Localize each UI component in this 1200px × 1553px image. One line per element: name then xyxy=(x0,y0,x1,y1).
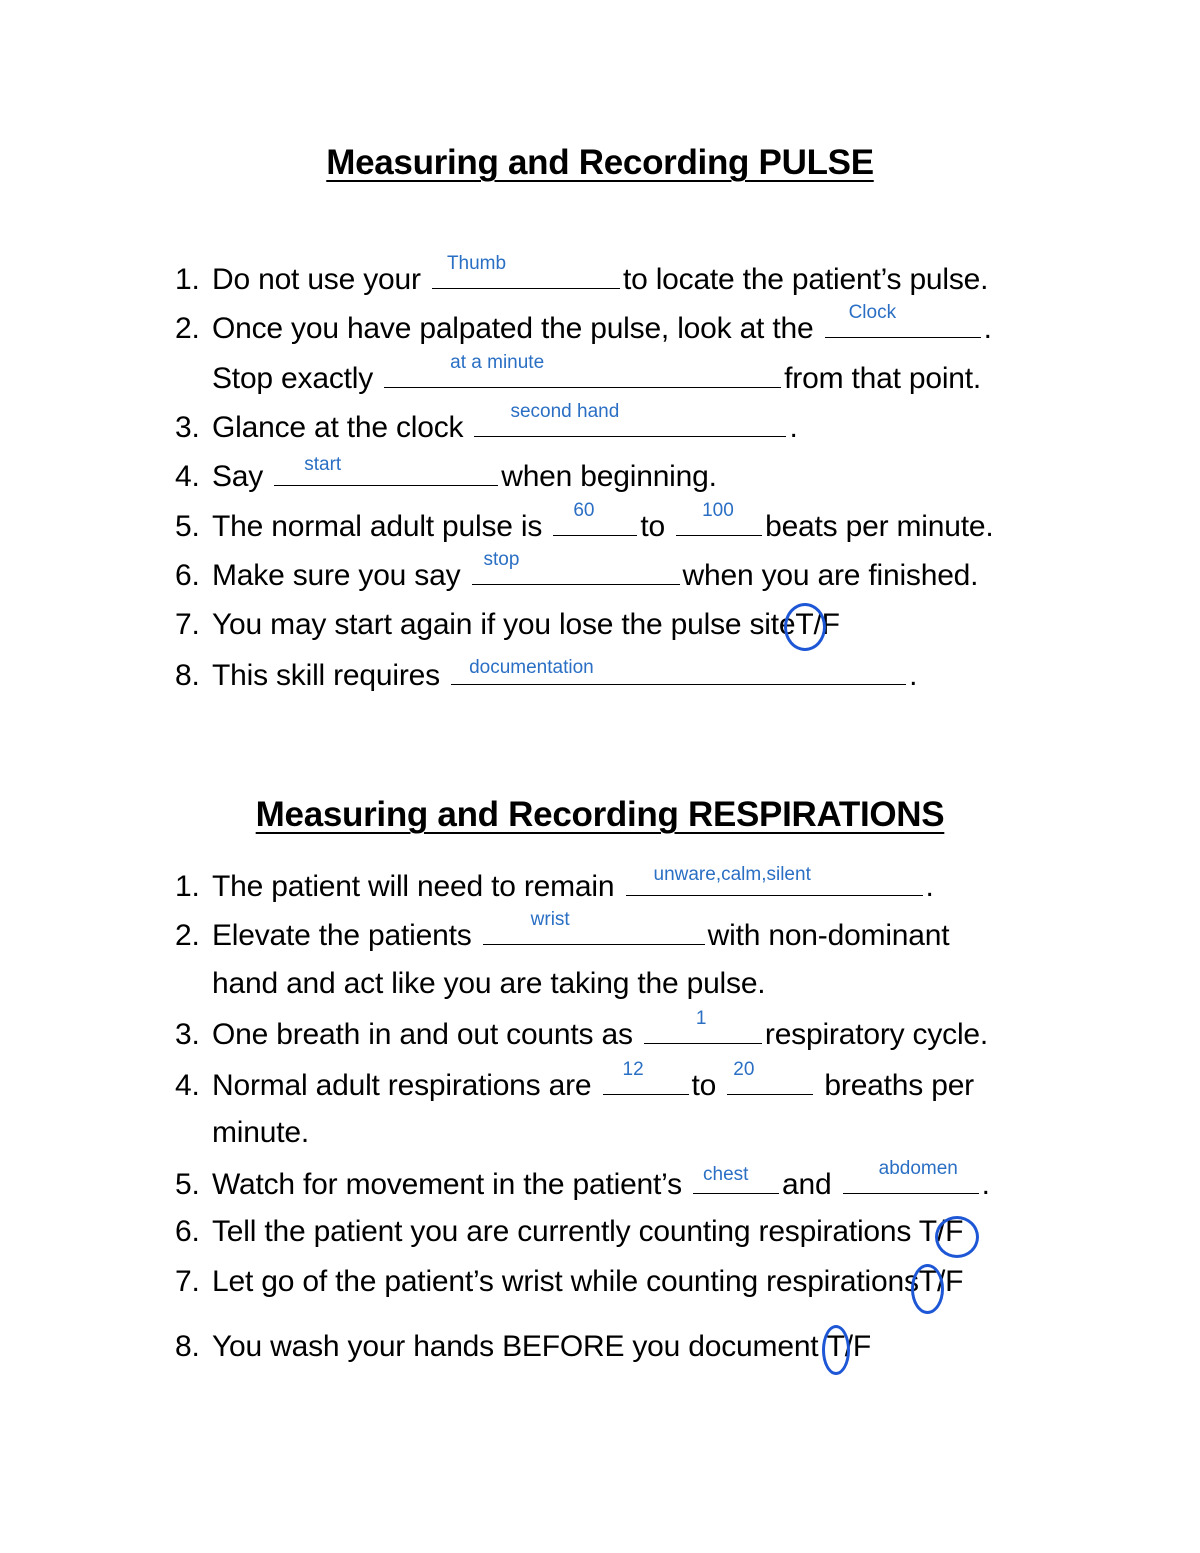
question-text-mid: to xyxy=(691,1069,725,1102)
handwritten-answer: 12 xyxy=(622,1059,644,1080)
answer-blank-max[interactable] xyxy=(727,1059,813,1095)
question-text-end: from that point. xyxy=(784,362,982,395)
question-number: 2. xyxy=(175,919,200,952)
resp-question-2 xyxy=(175,909,950,954)
handwritten-answer: 20 xyxy=(733,1059,755,1080)
pulse-question-2-continued xyxy=(175,352,982,397)
pulse-section-title: Measuring and Recording PULSE xyxy=(326,143,874,182)
true-option[interactable]: T xyxy=(795,605,813,645)
handwritten-answer: Thumb xyxy=(446,253,507,274)
question-text: Once you have palpated the pulse, look at the xyxy=(212,312,822,345)
answer-blank[interactable] xyxy=(474,401,786,437)
question-number: 4. xyxy=(175,1069,200,1102)
resp-question-3 xyxy=(175,1008,989,1053)
question-number: 7. xyxy=(175,608,200,641)
question-number: 2. xyxy=(175,312,200,345)
answer-blank[interactable] xyxy=(451,654,906,685)
true-option[interactable]: T xyxy=(918,1215,937,1248)
question-text-end: to locate the patient’s pulse. xyxy=(622,263,989,296)
question-text: Glance at the clock xyxy=(212,411,472,444)
question-text: One breath in and out counts as xyxy=(212,1018,641,1051)
answer-blank[interactable] xyxy=(626,865,923,896)
question-number: 7. xyxy=(175,1265,200,1298)
pulse-question-6 xyxy=(175,549,979,594)
question-text-end: . xyxy=(983,312,992,345)
resp-question-4-continued xyxy=(175,1113,309,1153)
question-number: 6. xyxy=(175,1215,200,1248)
answer-blank-chest[interactable] xyxy=(693,1163,779,1194)
question-text: Tell the patient you are currently counting respirations xyxy=(212,1215,919,1248)
handwritten-answer: wrist xyxy=(530,909,570,930)
question-text: This skill requires xyxy=(212,659,449,692)
respirations-section-title: Measuring and Recording RESPIRATIONS xyxy=(255,795,945,834)
question-text: Do not use your xyxy=(212,263,429,296)
answer-blank[interactable] xyxy=(472,549,680,585)
answer-blank[interactable] xyxy=(274,455,498,486)
question-number: 3. xyxy=(175,1018,200,1051)
answer-blank[interactable] xyxy=(483,909,705,945)
question-text-end: . xyxy=(925,870,934,903)
answer-blank[interactable] xyxy=(384,352,781,388)
question-text: Normal adult respirations are xyxy=(212,1069,600,1102)
resp-question-5 xyxy=(175,1158,990,1203)
handwritten-answer: unware,calm,silent xyxy=(653,864,811,885)
question-text: hand and act like you are taking the pulse. xyxy=(212,967,766,1000)
answer-blank[interactable] xyxy=(432,253,620,289)
answer-blank-min[interactable] xyxy=(553,500,637,536)
question-text: minute. xyxy=(212,1116,309,1149)
question-text: The patient will need to remain xyxy=(212,870,623,903)
handwritten-answer: Clock xyxy=(848,302,897,323)
answer-blank[interactable] xyxy=(825,302,981,338)
answer-blank-max[interactable] xyxy=(676,500,762,536)
question-text-end: respiratory cycle. xyxy=(764,1018,989,1051)
true-false-separator: / xyxy=(936,1215,946,1248)
answer-blank[interactable] xyxy=(644,1008,762,1044)
question-number: 8. xyxy=(175,659,200,692)
true-false-separator: / xyxy=(844,1330,853,1363)
resp-question-8 xyxy=(175,1327,871,1367)
question-text: Let go of the patient’s wrist while counting respirations xyxy=(212,1265,919,1298)
handwritten-answer: start xyxy=(304,454,342,475)
question-text-mid: and xyxy=(782,1168,840,1201)
handwritten-answer: chest xyxy=(703,1164,749,1185)
question-text-end: . xyxy=(789,411,798,444)
question-text-end: . xyxy=(981,1168,990,1201)
handwritten-answer: 1 xyxy=(695,1008,707,1029)
pulse-question-3 xyxy=(175,401,798,446)
pulse-question-8 xyxy=(175,654,917,694)
answer-circle-mark xyxy=(784,603,826,651)
question-text-end: when you are finished. xyxy=(682,559,979,592)
false-option[interactable]: F xyxy=(852,1330,871,1363)
handwritten-answer: at a minute xyxy=(450,352,545,373)
false-option[interactable]: F xyxy=(821,608,840,641)
handwritten-answer: 60 xyxy=(573,500,595,521)
pulse-question-7 xyxy=(175,605,840,645)
answer-circle-mark xyxy=(935,1216,979,1258)
question-text: Watch for movement in the patient’s xyxy=(212,1168,691,1201)
resp-question-2-continued xyxy=(175,964,765,1004)
handwritten-answer: second hand xyxy=(510,401,620,422)
pulse-question-4 xyxy=(175,455,717,495)
true-option[interactable]: T xyxy=(827,1327,845,1367)
question-text-mid: to xyxy=(640,510,674,543)
question-text-end: with non-dominant xyxy=(707,919,950,952)
resp-question-6 xyxy=(175,1212,963,1252)
pulse-question-5 xyxy=(175,500,994,545)
pulse-question-1 xyxy=(175,253,989,298)
resp-question-4 xyxy=(175,1059,974,1104)
true-false-separator: / xyxy=(813,608,822,641)
answer-blank-min[interactable] xyxy=(603,1059,689,1095)
question-text: Say xyxy=(212,460,272,493)
question-number: 5. xyxy=(175,1168,200,1201)
handwritten-answer: abdomen xyxy=(878,1158,958,1179)
false-option[interactable]: F xyxy=(945,1265,964,1298)
pulse-question-2 xyxy=(175,302,992,347)
question-number: 3. xyxy=(175,411,200,444)
resp-question-1 xyxy=(175,865,934,905)
question-number: 5. xyxy=(175,510,200,543)
question-text-end: beats per minute. xyxy=(765,510,994,543)
question-text-end: breaths per xyxy=(816,1069,974,1102)
question-text-end: . xyxy=(909,659,918,692)
question-text-end: when beginning. xyxy=(501,460,717,493)
question-text: You may start again if you lose the pulse site xyxy=(212,608,796,641)
handwritten-answer: 100 xyxy=(702,500,734,521)
resp-question-7 xyxy=(175,1262,963,1302)
answer-circle-mark xyxy=(822,1325,850,1375)
question-number: 4. xyxy=(175,460,200,493)
answer-circle-mark xyxy=(911,1264,944,1314)
handwritten-answer: stop xyxy=(483,549,520,570)
handwritten-answer: documentation xyxy=(469,657,594,678)
question-text: The normal adult pulse is xyxy=(212,510,551,543)
question-text: Stop exactly xyxy=(212,362,382,395)
false-option[interactable]: F xyxy=(945,1212,963,1252)
question-text: Elevate the patients xyxy=(212,919,480,952)
true-option[interactable]: T xyxy=(919,1262,937,1302)
question-number: 1. xyxy=(175,263,200,296)
true-false-separator: / xyxy=(936,1265,946,1298)
question-number: 8. xyxy=(175,1330,200,1363)
question-number: 1. xyxy=(175,870,200,903)
question-text: You wash your hands BEFORE you document xyxy=(212,1330,827,1363)
answer-blank-abdomen[interactable] xyxy=(843,1158,979,1194)
question-number: 6. xyxy=(175,559,200,592)
question-text: Make sure you say xyxy=(212,559,469,592)
